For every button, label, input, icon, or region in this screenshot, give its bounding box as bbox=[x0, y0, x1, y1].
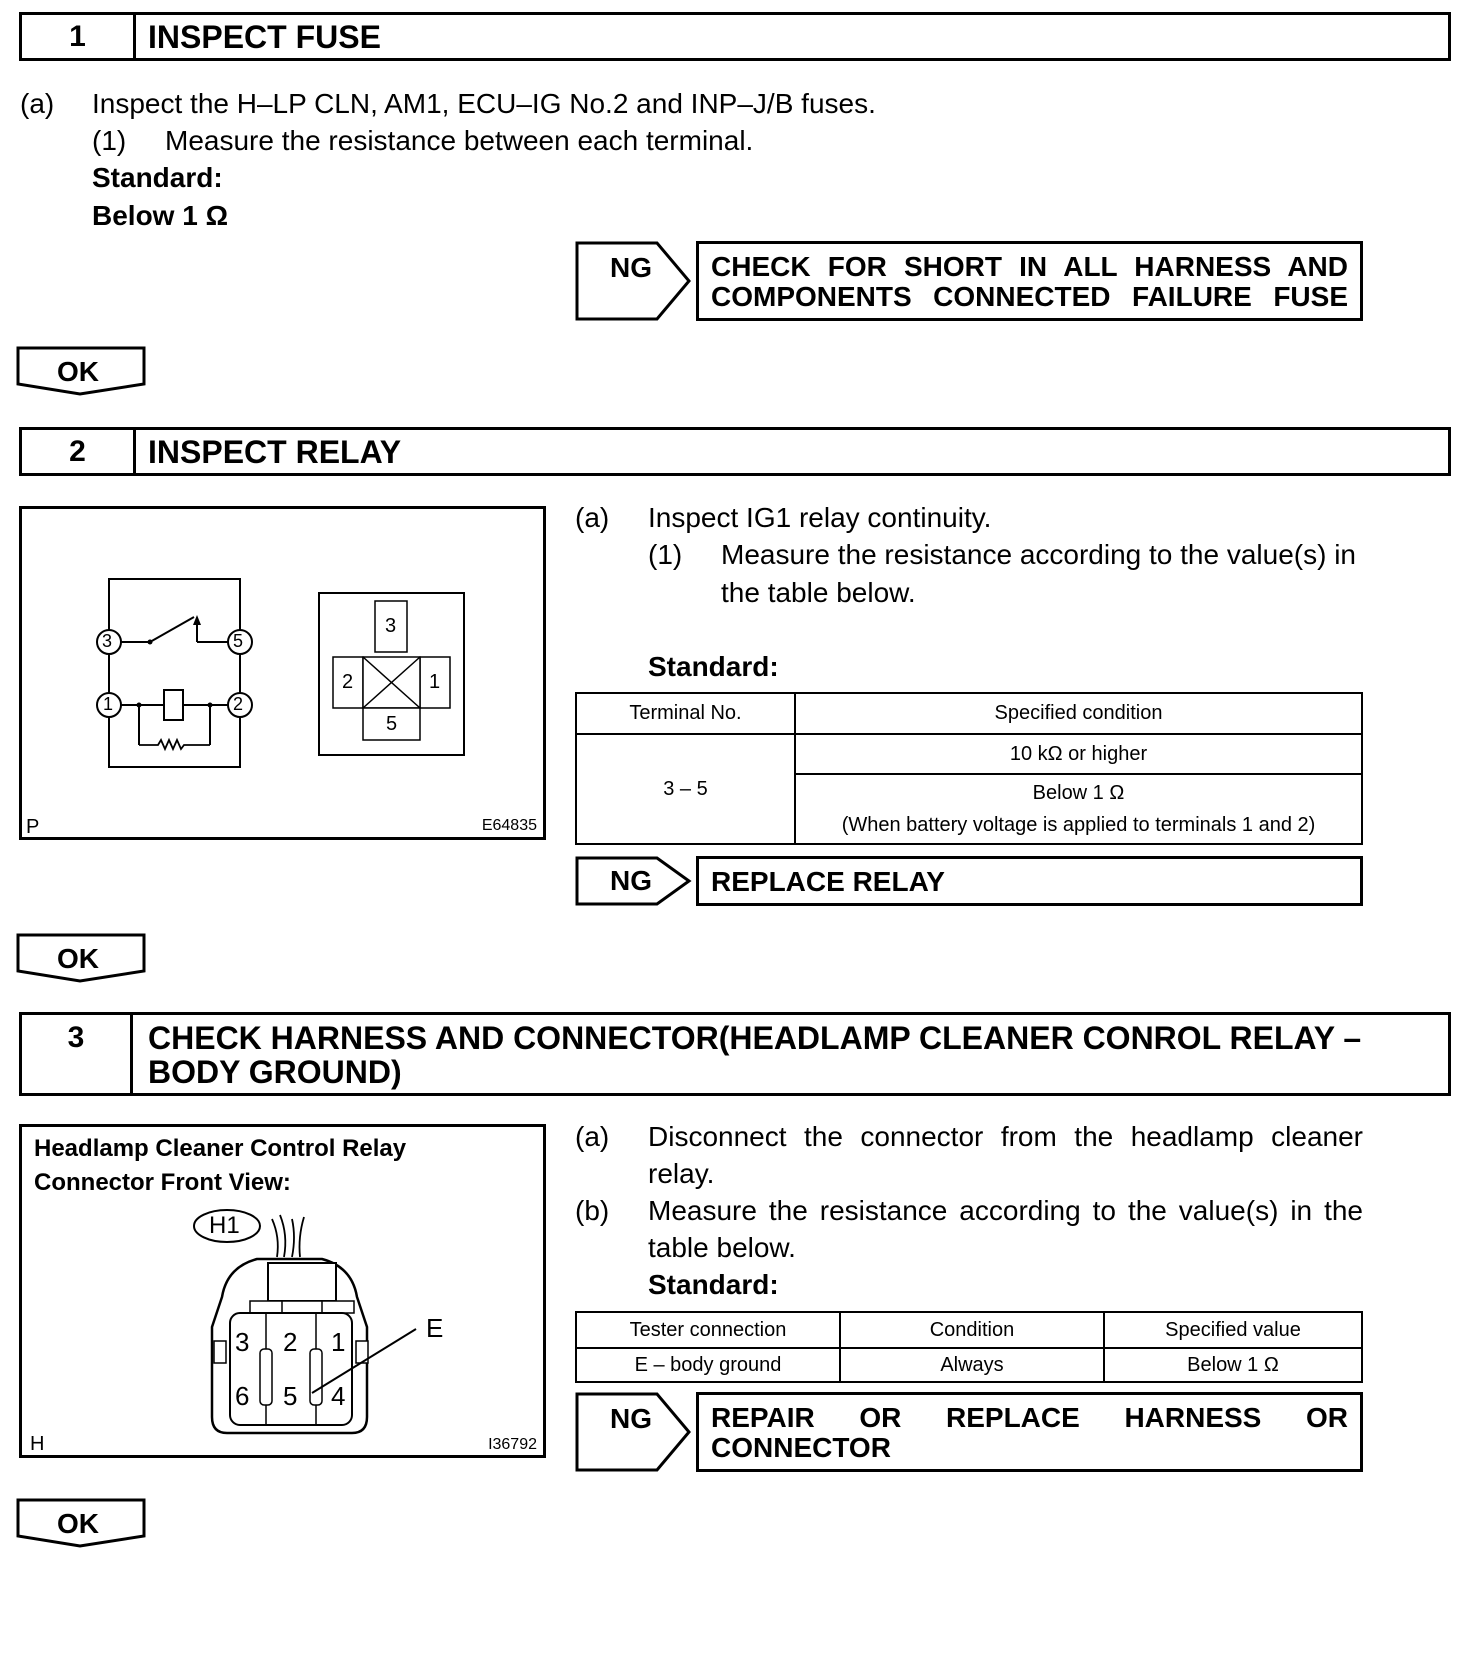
standard-label: Standard: bbox=[648, 651, 779, 682]
item-marker: (b) bbox=[575, 1195, 610, 1226]
figure-corner-letter: H bbox=[30, 1433, 45, 1455]
connector-terminal-label: 2 bbox=[342, 671, 354, 693]
step-number: 1 bbox=[22, 15, 136, 58]
instruction-text: the table below. bbox=[721, 577, 916, 608]
ng-result-word: OR bbox=[1306, 1402, 1348, 1433]
ng-result-line bbox=[711, 1403, 1348, 1433]
item-marker: (a) bbox=[20, 88, 55, 119]
ng-label: NG bbox=[610, 252, 652, 283]
ng-label: NG bbox=[610, 1403, 652, 1434]
instruction-text: Inspect the H–LP CLN, AM1, ECU–IG No.2 and INP–J/B fuses. bbox=[92, 88, 876, 119]
pin-label: 2 bbox=[233, 694, 244, 714]
connector-pin-label: 3 bbox=[235, 1327, 250, 1357]
figure-code: E64835 bbox=[481, 817, 537, 834]
connector-id-label: H1 bbox=[209, 1212, 240, 1239]
figure-code: I36792 bbox=[488, 1436, 537, 1453]
table-cell-condition: 10 kΩ or higher bbox=[795, 734, 1362, 774]
connector-pin-label: 6 bbox=[235, 1381, 250, 1411]
condition-line: Below 1 Ω bbox=[1032, 782, 1125, 804]
relay-circuit-diagram bbox=[22, 509, 543, 837]
ng-result-word: REPAIR bbox=[711, 1402, 815, 1433]
relay-spec-table bbox=[575, 692, 1363, 845]
table-header: Condition bbox=[840, 1312, 1104, 1348]
table-cell: Below 1 Ω bbox=[1104, 1348, 1362, 1382]
table-cell: E – body ground bbox=[576, 1348, 840, 1382]
step-2-header bbox=[19, 427, 1451, 476]
ng-result-box bbox=[696, 856, 1363, 906]
figure-corner-letter: P bbox=[26, 816, 40, 838]
step-title bbox=[148, 1021, 1438, 1089]
ng-result-box bbox=[696, 241, 1363, 321]
table-cell: Always bbox=[840, 1348, 1104, 1382]
connector-terminal-label: 5 bbox=[386, 713, 398, 735]
instruction-text: Measure the resistance according to the value(s) in the bbox=[648, 1195, 1363, 1226]
item-marker: (1) bbox=[92, 125, 127, 156]
standard-value: Below 1 Ω bbox=[92, 200, 229, 231]
connector-terminal-label: 3 bbox=[385, 615, 397, 637]
ng-result-word: OR bbox=[859, 1402, 902, 1433]
connector-pin-label: 5 bbox=[283, 1381, 298, 1411]
step-number bbox=[22, 1015, 133, 1093]
table-cell-terminal: 3 – 5 bbox=[576, 734, 795, 844]
step-title: INSPECT FUSE bbox=[148, 19, 381, 55]
ng-result-word: HARNESS bbox=[1124, 1402, 1262, 1433]
table-header: Specified condition bbox=[795, 693, 1362, 734]
table-cell-condition bbox=[795, 774, 1362, 844]
figure-caption: Headlamp Cleaner Control Relay bbox=[34, 1135, 407, 1162]
instruction-text: Measure the resistance between each terminal. bbox=[165, 125, 754, 156]
ng-result-word: REPLACE bbox=[946, 1402, 1080, 1433]
step-number-text: 3 bbox=[67, 1021, 85, 1054]
standard-label: Standard: bbox=[92, 162, 223, 193]
connector-pin-label: 2 bbox=[283, 1327, 298, 1357]
item-marker: (a) bbox=[575, 502, 610, 533]
instruction-text: Disconnect the connector from the headlamp cleaner bbox=[648, 1121, 1363, 1152]
connector-pin-label: 1 bbox=[331, 1327, 346, 1357]
pin-label: 1 bbox=[103, 694, 114, 714]
item-marker: (1) bbox=[648, 539, 683, 570]
pin-label: 5 bbox=[233, 631, 244, 651]
relay-figure bbox=[19, 506, 546, 840]
pointer-label: E bbox=[426, 1313, 444, 1343]
connector-figure bbox=[19, 1124, 546, 1458]
instruction-text: Inspect IG1 relay continuity. bbox=[648, 502, 992, 533]
step-title-line: CHECK HARNESS AND CONNECTOR(HEADLAMP CLEANER CONROL RELAY – bbox=[148, 1020, 1362, 1056]
ok-label: OK bbox=[57, 1508, 99, 1539]
step-title-line: BODY GROUND) bbox=[148, 1054, 402, 1090]
harness-spec-table bbox=[575, 1311, 1363, 1383]
ng-result-box bbox=[696, 1392, 1363, 1472]
ng-result-line: CONNECTOR bbox=[711, 1432, 891, 1463]
step-number: 2 bbox=[22, 430, 136, 473]
table-header: Terminal No. bbox=[576, 693, 795, 734]
instruction-text: relay. bbox=[648, 1158, 715, 1189]
step-1-header bbox=[19, 12, 1451, 61]
step-title: INSPECT RELAY bbox=[148, 434, 402, 470]
ng-label: NG bbox=[610, 865, 652, 896]
instruction-text: table below. bbox=[648, 1232, 796, 1263]
connector-pin-label: 4 bbox=[331, 1381, 346, 1411]
standard-label: Standard: bbox=[648, 1269, 779, 1300]
ng-result-line: COMPONENTS CONNECTED FAILURE FUSE bbox=[711, 281, 1348, 312]
figure-caption: Connector Front View: bbox=[34, 1169, 291, 1196]
instruction-text: Measure the resistance according to the value(s) in bbox=[721, 539, 1356, 570]
ok-label: OK bbox=[57, 943, 99, 974]
table-header: Specified value bbox=[1104, 1312, 1362, 1348]
ok-label: OK bbox=[57, 356, 99, 387]
ng-result-line: CHECK FOR SHORT IN ALL HARNESS AND bbox=[711, 251, 1348, 282]
ng-result-line: REPLACE RELAY bbox=[711, 866, 945, 897]
step-3-header bbox=[19, 1012, 1451, 1096]
table-header: Tester connection bbox=[576, 1312, 840, 1348]
pin-label: 3 bbox=[102, 631, 113, 651]
connector-terminal-label: 1 bbox=[429, 671, 441, 693]
item-marker: (a) bbox=[575, 1121, 610, 1152]
condition-line: (When battery voltage is applied to terminals 1 and 2) bbox=[841, 814, 1316, 836]
